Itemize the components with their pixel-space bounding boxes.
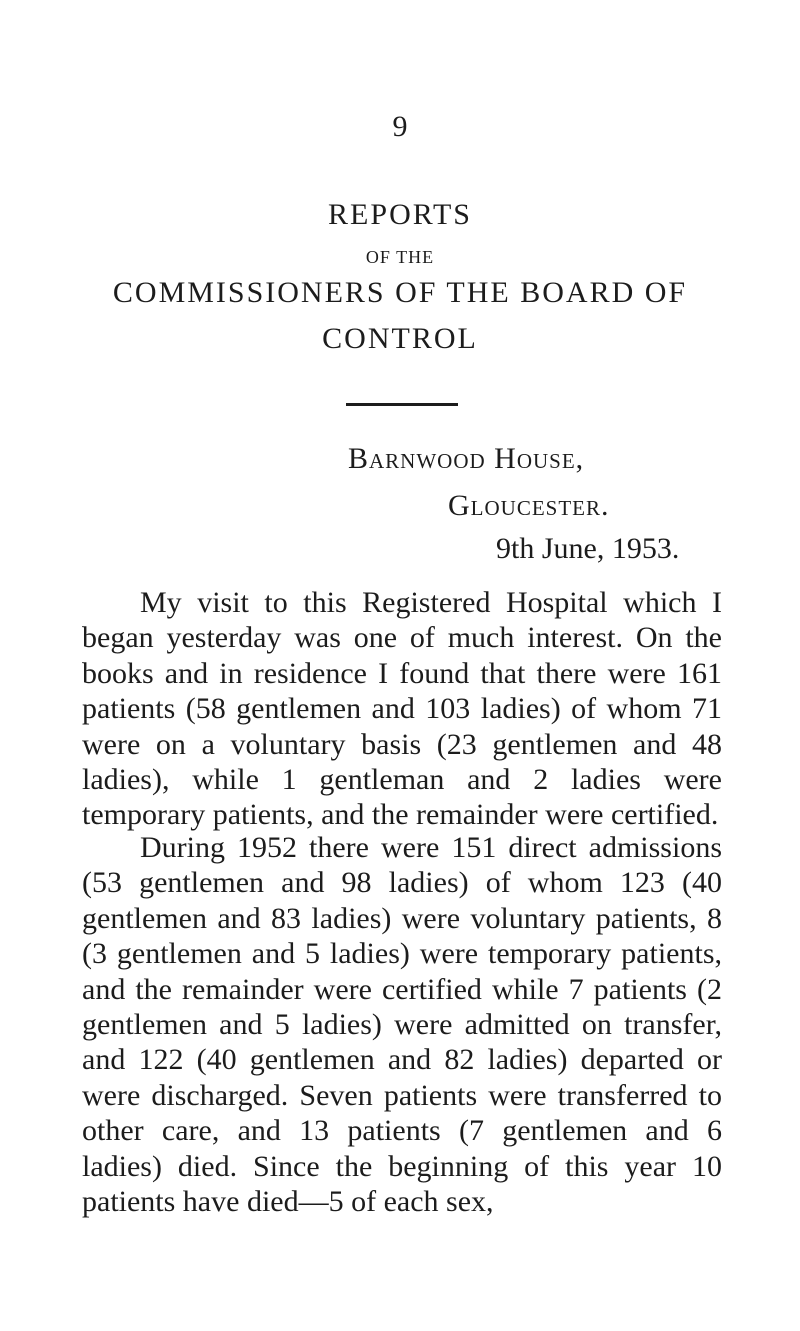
address-line-2: Gloucester. [448,489,610,522]
report-date: 9th June, 1953. [496,532,680,565]
report-subtitle: OF THE [365,247,435,267]
report-title: REPORTS [328,198,472,231]
paragraph-2: During 1952 there were 151 direct admissions (53 gentlemen and 98 ladies) of whom 123 (40 gentlemen and 83 ladies) were voluntary patients, 8 (3 gentlemen and 5 ladies) were temporary patients, and the remainder were certified while 7 patients (2 gentlemen and 5 ladies) were admitted on transfer, and 122 (40 gentlemen and 82 ladies) departed or were discharged. Seven patients were transferred to other care, and 13 patients (7 gentlemen and 6 ladies) died. Since the beginning of this year 10 patients have died—5 of each sex, [82,831,722,1219]
page-number: 9 [392,110,408,143]
paragraph-1: My visit to this Registered Hospital which I began yesterday was one of much interest. On the books and in residence I found that there were 161 patients (58 gentlemen and 103 ladies) of whom 71 were on a voluntary basis (23 gentlemen and 48 ladies), while 1 gentleman and 2 ladies were temporary patients, and the remainder were certified. [82,586,722,832]
report-heading-line-1: COMMISSIONERS OF THE BOARD OF [112,276,688,309]
address-line-1: Barnwood House, [348,442,585,475]
divider-rule [346,403,458,406]
report-heading-line-2: CONTROL [322,322,478,355]
